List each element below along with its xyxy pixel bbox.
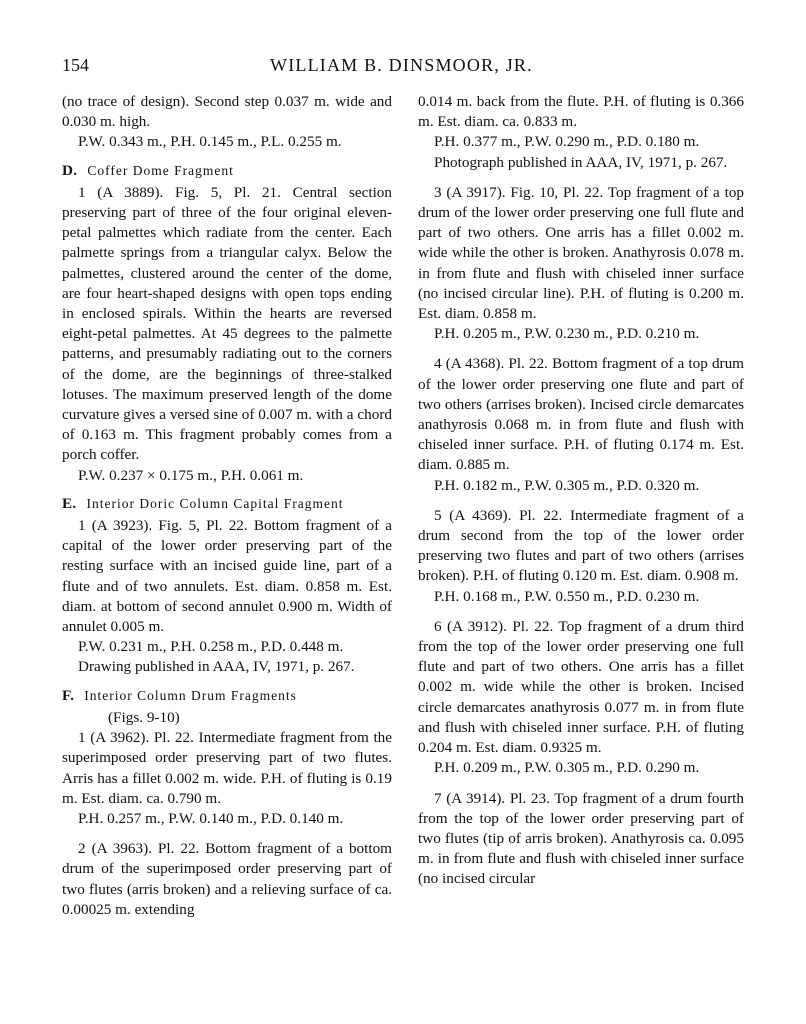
measurements: P.W. 0.343 m., P.H. 0.145 m., P.L. 0.255 m. [78, 133, 342, 151]
catalog-entry: 5 (A 4369). Pl. 22. Intermediate fragment of a drum second from the top of the lower order preserving two flutes and part of two others (arrises broken). P.H. of fluting 0.120 m. Est. diam. 0.908 m. [418, 506, 744, 585]
section-letter: D. [62, 161, 78, 179]
section-heading-d [62, 161, 392, 181]
continued-paragraph: (no trace of design). Second step 0.037 m. wide and 0.030 m. high. [62, 93, 392, 131]
left-column [62, 92, 392, 920]
catalog-entry: 1 (A 3923). Fig. 5, Pl. 22. Bottom fragment of a capital of the lower order preserving part of the resting surface with an incised guide line, part of a flute and of two annulets. Est. diam. 0.858 m. Est. diam. at bottom of second annulet 0.900 m. Width of annulet 0.005 m. [62, 517, 392, 636]
catalog-entry: 1 (A 3962). Pl. 22. Intermediate fragment from the superimposed order preserving part of two flutes. Arris has a fillet 0.002 m. wide. P.H. of fluting is 0.19 m. Est. diam. ca. 0.790 m. [62, 729, 392, 807]
section-title: Interior Doric Column Capital Fragment [86, 495, 344, 511]
catalog-entry: 7 (A 3914). Pl. 23. Top fragment of a drum fourth from the top of the lower order preserving part of two flutes (tip of arris broken). Anathyrosis ca. 0.095 m. in from flute and flush with chiseled inner surface (no incised circular [418, 789, 744, 888]
running-head: WILLIAM B. DINSMOOR, JR. [270, 55, 533, 75]
measurements: P.H. 0.377 m., P.W. 0.290 m., P.D. 0.180 m. [434, 133, 700, 151]
section-heading-f [62, 686, 392, 706]
section-letter: E. [62, 494, 77, 512]
section-title: Coffer Dome Fragment [87, 162, 234, 178]
continued-paragraph: 0.014 m. back from the flute. P.H. of fluting is 0.366 m. Est. diam. ca. 0.833 m. [418, 93, 744, 131]
section-figure-ref: (Figs. 9-10) [108, 708, 180, 726]
publication-note: Photograph published in AAA, IV, 1971, p. 267. [434, 153, 728, 171]
catalog-entry: 1 (A 3889). Fig. 5, Pl. 21. Central section preserving part of three of the four original eleven-petal palmettes which radiate from the center. Each palmette springs from a triangular calyx. Below the palmettes, clustered around the center of the dome, are four heart-shaped designs with open tops ending in enclosed spirals. Within the hearts are reversed eight-petal palmettes. At 45 degrees to the palmette patterns, and presumably radiating out to the corners of the dome, are the beginnings of three-stalked lotuses. The maximum preserved length of the dome curvature gives a versed sine of 0.007 m. with a chord of 0.163 m. This fragment probably comes from a porch coffer. [62, 183, 392, 464]
measurements: P.W. 0.237 × 0.175 m., P.H. 0.061 m. [78, 466, 304, 484]
page-header [0, 55, 806, 85]
section-title: Interior Column Drum Fragments [84, 687, 297, 703]
measurements: P.H. 0.168 m., P.W. 0.550 m., P.D. 0.230 m. [434, 587, 700, 605]
catalog-entry: 6 (A 3912). Pl. 22. Top fragment of a drum third from the top of the lower order preserving one full flute and part of two others. One arris has a fillet 0.002 m. wide while the other is broken. Incised circle demarcates anathyrosis 0.077 m. in from flute and flush with chiseled inner surface. P.H. of fluting 0.204 m. Est. diam. 0.9325 m. [418, 617, 744, 757]
right-column [418, 92, 744, 890]
measurements: P.H. 0.257 m., P.W. 0.140 m., P.D. 0.140 m. [78, 809, 344, 827]
measurements: P.H. 0.182 m., P.W. 0.305 m., P.D. 0.320 m. [434, 476, 700, 494]
measurements: P.H. 0.205 m., P.W. 0.230 m., P.D. 0.210 m. [434, 325, 700, 343]
publication-note: Drawing published in AAA, IV, 1971, p. 267. [78, 658, 355, 676]
catalog-entry: 2 (A 3963). Pl. 22. Bottom fragment of a bottom drum of the superimposed order preserving part of two flutes (arris broken) and a relieving surface of ca. 0.00025 m. extending [62, 840, 392, 918]
catalog-entry: 3 (A 3917). Fig. 10, Pl. 22. Top fragment of a top drum of the lower order preserving one full flute and part of two others. One arris has a fillet 0.002 m. wide while the other is broken. Anathyrosis 0.078 m. in from flute and flush with chiseled inner surface (no incised circular line). P.H. of fluting is 0.200 m. Est. diam. 0.858 m. [418, 183, 744, 323]
catalog-entry: 4 (A 4368). Pl. 22. Bottom fragment of a top drum of the lower order preserving one flute and part of two others (arrises broken). Incised circle demarcates anathyrosis 0.068 m. in from flute and flush with chiseled inner surface. P.H. of fluting 0.174 m. Est. diam. 0.885 m. [418, 355, 744, 474]
section-heading-e [62, 494, 392, 514]
measurements: P.W. 0.231 m., P.H. 0.258 m., P.D. 0.448 m. [78, 638, 344, 656]
section-letter: F. [62, 686, 75, 704]
measurements: P.H. 0.209 m., P.W. 0.305 m., P.D. 0.290 m. [434, 759, 700, 777]
page-number: 154 [62, 55, 89, 75]
